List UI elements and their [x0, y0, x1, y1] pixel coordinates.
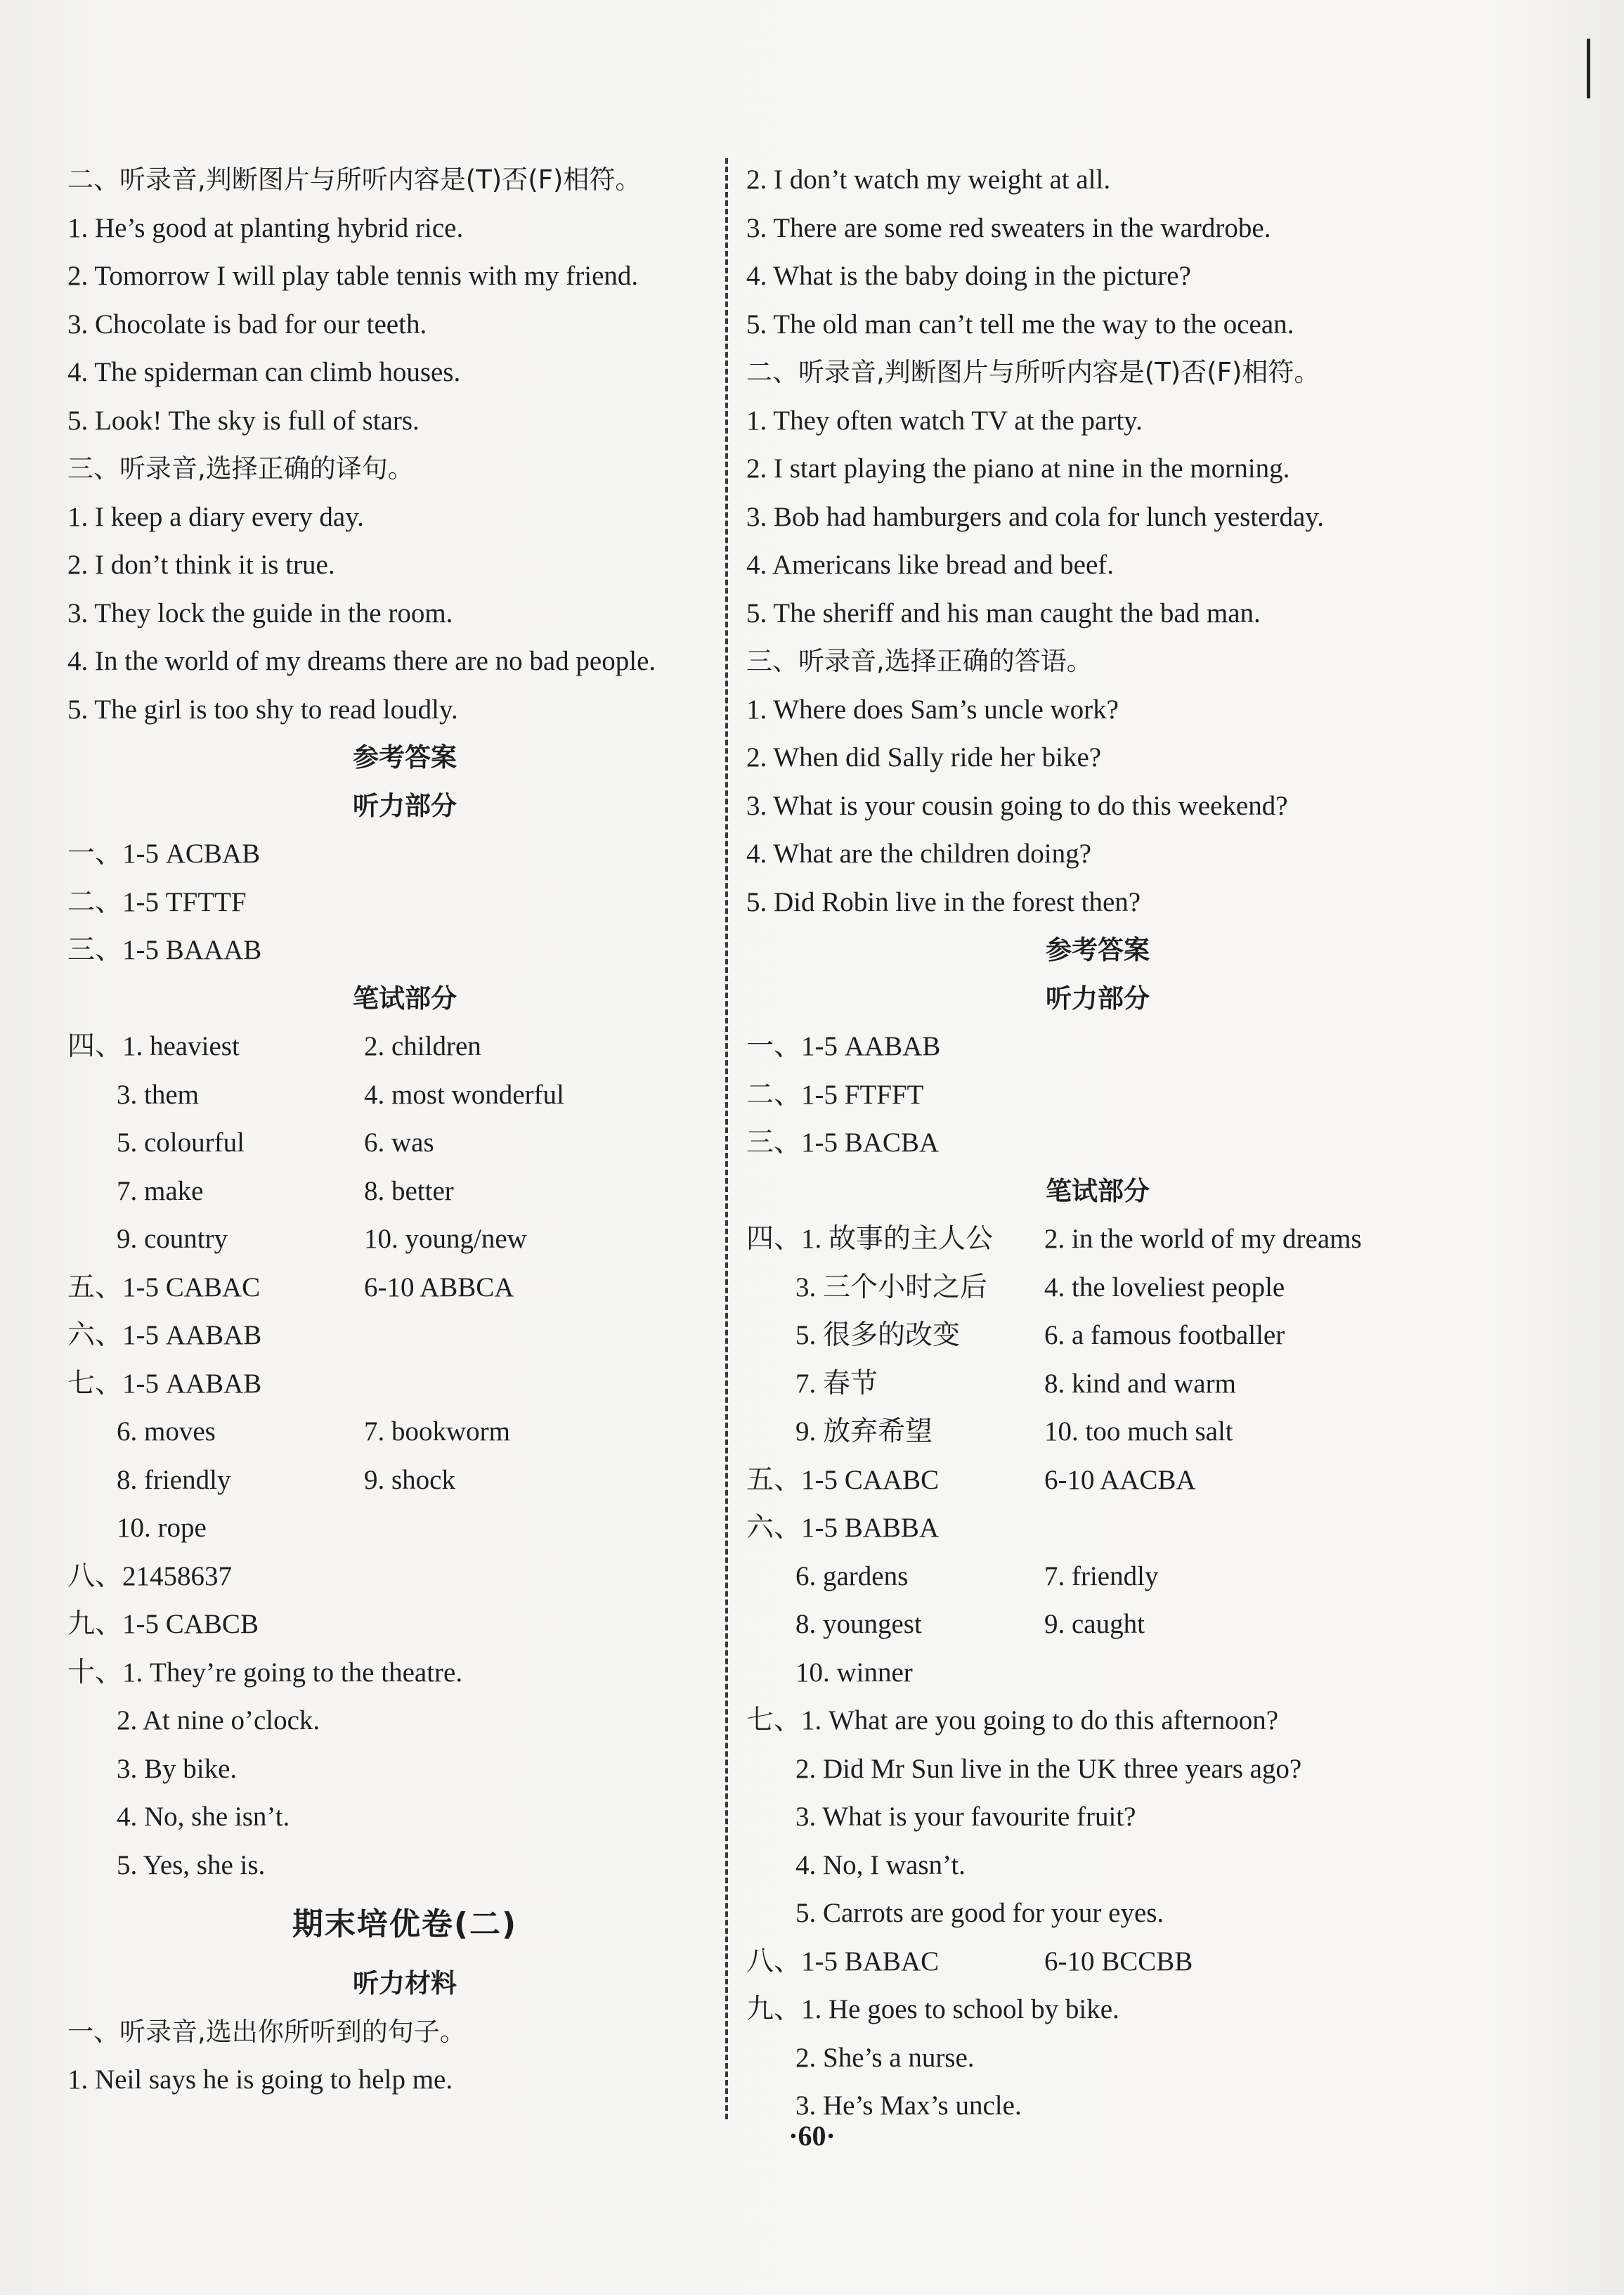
left-line-second-text: 10. young/new: [364, 1224, 527, 1254]
left-line-text: 8. friendly: [117, 1464, 231, 1495]
left-line: [67, 1071, 742, 1120]
left-line: [67, 830, 742, 879]
left-line-second-text: 7. bookworm: [364, 1416, 510, 1447]
left-line: [67, 445, 742, 493]
left-line: [67, 1649, 742, 1698]
right-line-text: 3. What is your cousin going to do this weekend?: [746, 790, 1288, 821]
right-line-second-text: 7. friendly: [1044, 1560, 1159, 1591]
right-line: [746, 1842, 1449, 1890]
right-line-text: 3. He’s Max’s uncle.: [795, 2090, 1022, 2121]
left-line: [67, 1168, 742, 1216]
right-line: [746, 1360, 1449, 1409]
right-line: [746, 590, 1449, 638]
right-line: [746, 1312, 1449, 1360]
left-line-text: 笔试部分: [353, 983, 457, 1014]
right-line-text: 5. Carrots are good for your eyes.: [795, 1898, 1164, 1928]
left-line-text: 2. At nine o’clock.: [117, 1705, 320, 1735]
right-line: [746, 1456, 1449, 1505]
left-line: [67, 1960, 742, 2008]
left-line-text: 九、1-5 CABCB: [67, 1609, 259, 1639]
left-line: [67, 1408, 742, 1456]
right-line-text: 3. 三个小时之后: [795, 1272, 988, 1302]
edge-mark: [1587, 39, 1590, 98]
right-line: [746, 1793, 1449, 1842]
right-line-text: 六、1-5 BABBA: [746, 1513, 940, 1543]
left-line-second-text: 4. most wonderful: [364, 1079, 564, 1110]
left-line-text: 二、1-5 TFTTF: [67, 886, 247, 917]
left-line: [67, 1697, 742, 1745]
right-line: [746, 686, 1449, 735]
right-line-second-text: 10. too much salt: [1044, 1416, 1233, 1447]
left-line-text: 三、听录音,选择正确的译句。: [67, 453, 414, 484]
right-line-text: 三、听录音,选择正确的答语。: [746, 646, 1093, 676]
left-line-text: 二、听录音,判断图片与所听内容是(T)否(F)相符。: [67, 164, 642, 195]
left-line-text: 三、1-5 BAAAB: [67, 935, 262, 965]
left-line-text: 3. They lock the guide in the room.: [67, 597, 453, 628]
left-line: [67, 782, 742, 831]
right-line: [746, 1938, 1449, 1986]
left-line: [67, 1264, 742, 1312]
right-line: [746, 1889, 1449, 1938]
right-line-second-text: 9. caught: [1044, 1609, 1145, 1639]
left-line: [67, 2056, 742, 2105]
right-line: [746, 493, 1449, 542]
left-line: [67, 252, 742, 301]
right-line: [746, 1745, 1449, 1794]
left-line-text: 2. Tomorrow I will play table tennis with my friend.: [67, 261, 639, 291]
left-line: [67, 156, 742, 205]
right-line-text: 一、1-5 AABAB: [746, 1031, 941, 1061]
left-line-text: 3. Chocolate is bad for our teeth.: [67, 309, 427, 340]
right-line-text: 2. I don’t watch my weight at all.: [746, 164, 1111, 195]
left-line-text: 4. The spiderman can climb houses.: [67, 357, 461, 387]
right-line: [746, 349, 1449, 397]
left-line: [67, 205, 742, 253]
left-line: [67, 1023, 742, 1071]
left-line: [67, 1889, 742, 1960]
left-line-text: 5. colourful: [117, 1127, 245, 1158]
right-line-text: 4. No, I wasn’t.: [795, 1849, 966, 1880]
right-line: [746, 1023, 1449, 1071]
left-line-text: 4. In the world of my dreams there are no bad people.: [67, 646, 656, 676]
right-line-second-text: 2. in the world of my dreams: [1044, 1224, 1362, 1254]
left-line-second-text: 6-10 ABBCA: [364, 1272, 514, 1302]
left-line-text: 5. Yes, she is.: [117, 1849, 266, 1880]
left-line-text: 4. No, she isn’t.: [117, 1802, 290, 1832]
right-line: [746, 638, 1449, 686]
right-line-text: 二、听录音,判断图片与所听内容是(T)否(F)相符。: [746, 357, 1320, 387]
right-line-text: 5. 很多的改变: [795, 1320, 961, 1350]
left-line: [67, 734, 742, 782]
right-line: [746, 1264, 1449, 1312]
left-column: [67, 156, 742, 2105]
right-line-text: 五、1-5 CAABC: [746, 1464, 940, 1495]
left-line-text: 1. Neil says he is going to help me.: [67, 2064, 453, 2095]
right-column: [746, 156, 1449, 2131]
left-line: [67, 1215, 742, 1264]
right-line: [746, 1215, 1449, 1264]
column-divider: [725, 158, 728, 2119]
left-line: [67, 2008, 742, 2057]
right-line: [746, 1553, 1449, 1601]
right-line: [746, 1601, 1449, 1649]
right-line: [746, 734, 1449, 782]
left-line-text: 1. He’s good at planting hybrid rice.: [67, 212, 464, 243]
right-line-text: 8. youngest: [795, 1609, 922, 1639]
right-line-text: 笔试部分: [1046, 1175, 1150, 1206]
left-line-text: 一、听录音,选出你所听到的句子。: [67, 2016, 466, 2047]
right-line-text: 九、1. He goes to school by bike.: [746, 1994, 1119, 2024]
right-line-second-text: 4. the loveliest people: [1044, 1272, 1285, 1302]
left-line: [67, 879, 742, 927]
left-line-text: 十、1. They’re going to the theatre.: [67, 1657, 463, 1688]
right-line: [746, 782, 1449, 831]
left-line: [67, 1312, 742, 1360]
right-line-text: 3. Bob had hamburgers and cola for lunch yesterday.: [746, 501, 1325, 532]
right-line-text: 1. Where does Sam’s uncle work?: [746, 694, 1119, 725]
right-line: [746, 1119, 1449, 1168]
right-line: [746, 926, 1449, 975]
left-line-text: 期末培优卷(二): [292, 1906, 518, 1942]
left-line: [67, 686, 742, 735]
left-line-second-text: 9. shock: [364, 1464, 455, 1495]
left-line: [67, 1119, 742, 1168]
right-line: [746, 445, 1449, 493]
right-line-text: 四、1. 故事的主人公: [746, 1224, 994, 1254]
right-line-second-text: 8. kind and warm: [1044, 1368, 1236, 1399]
left-line-text: 四、1. heaviest: [67, 1031, 240, 1061]
left-line-text: 八、21458637: [67, 1560, 233, 1591]
right-line: [746, 1408, 1449, 1456]
right-line: [746, 1168, 1449, 1216]
right-line-text: 7. 春节: [795, 1368, 878, 1399]
right-line-second-text: 6-10 BCCBB: [1044, 1946, 1193, 1977]
left-line-text: 听力材料: [353, 1968, 457, 1998]
right-line: [746, 975, 1449, 1023]
left-line: [67, 1553, 742, 1601]
right-line-text: 10. winner: [795, 1657, 913, 1688]
left-line: [67, 1745, 742, 1794]
left-line: [67, 975, 742, 1023]
right-line-text: 9. 放弃希望: [795, 1416, 933, 1447]
right-line-text: 2. When did Sally ride her bike?: [746, 742, 1102, 772]
right-line: [746, 1986, 1449, 2034]
right-line-text: 听力部分: [1046, 983, 1150, 1014]
left-line: [67, 541, 742, 590]
right-line-text: 6. gardens: [795, 1560, 909, 1591]
right-line-text: 2. She’s a nurse.: [795, 2042, 975, 2073]
right-line: [746, 1697, 1449, 1745]
left-line-text: 2. I don’t think it is true.: [67, 550, 335, 580]
left-line: [67, 1456, 742, 1505]
left-line-second-text: 6. was: [364, 1127, 434, 1158]
left-line: [67, 1504, 742, 1553]
right-line-text: 5. The old man can’t tell me the way to the ocean.: [746, 309, 1294, 340]
right-line: [746, 156, 1449, 205]
right-line-text: 1. They often watch TV at the party.: [746, 405, 1143, 436]
left-line-text: 六、1-5 AABAB: [67, 1320, 262, 1350]
left-line-text: 1. I keep a diary every day.: [67, 501, 364, 532]
left-line-text: 5. Look! The sky is full of stars.: [67, 405, 420, 436]
right-line-text: 5. The sheriff and his man caught the bad man.: [746, 597, 1261, 628]
right-line-text: 3. There are some red sweaters in the wardrobe.: [746, 212, 1271, 243]
right-line-text: 参考答案: [1046, 935, 1150, 965]
left-line-text: 一、1-5 ACBAB: [67, 839, 261, 869]
left-line-text: 6. moves: [117, 1416, 216, 1447]
right-line-text: 4. What are the children doing?: [746, 839, 1091, 869]
left-line-text: 5. The girl is too shy to read loudly.: [67, 694, 458, 725]
left-line-text: 3. them: [117, 1079, 199, 1110]
right-line-text: 5. Did Robin live in the forest then?: [746, 886, 1141, 917]
right-line: [746, 252, 1449, 301]
left-line-text: 参考答案: [353, 742, 457, 772]
left-line-text: 3. By bike.: [117, 1753, 238, 1784]
left-line-text: 9. country: [117, 1224, 228, 1254]
right-line: [746, 879, 1449, 927]
left-line: [67, 638, 742, 686]
left-line: [67, 926, 742, 975]
left-line: [67, 349, 742, 397]
right-line-text: 八、1-5 BABAC: [746, 1946, 940, 1977]
right-line-text: 2. Did Mr Sun live in the UK three years ago?: [795, 1753, 1302, 1784]
left-line-text: 七、1-5 AABAB: [67, 1368, 262, 1399]
right-line: [746, 397, 1449, 446]
left-line-second-text: 8. better: [364, 1175, 454, 1206]
right-line-text: 二、1-5 FTFFT: [746, 1079, 924, 1110]
page-number: ·60·: [788, 2120, 836, 2152]
left-line: [67, 397, 742, 446]
left-line-text: 听力部分: [353, 790, 457, 821]
right-line-second-text: 6. a famous footballer: [1044, 1320, 1285, 1350]
right-line-text: 2. I start playing the piano at nine in the morning.: [746, 453, 1290, 484]
right-line-text: 七、1. What are you going to do this afternoon?: [746, 1705, 1279, 1735]
right-line-text: 4. Americans like bread and beef.: [746, 550, 1115, 580]
left-line: [67, 1793, 742, 1842]
right-line: [746, 205, 1449, 253]
right-line-text: 3. What is your favourite fruit?: [795, 1802, 1136, 1832]
left-line-text: 五、1-5 CABAC: [67, 1272, 261, 1302]
left-line-text: 7. make: [117, 1175, 204, 1206]
left-line: [67, 1601, 742, 1649]
right-line: [746, 830, 1449, 879]
left-line-second-text: 2. children: [364, 1031, 481, 1061]
left-line-text: 10. rope: [117, 1513, 207, 1543]
left-line: [67, 590, 742, 638]
right-line: [746, 1504, 1449, 1553]
right-line: [746, 2034, 1449, 2083]
right-line: [746, 541, 1449, 590]
right-line: [746, 1071, 1449, 1120]
left-line: [67, 493, 742, 542]
right-line-text: 4. What is the baby doing in the picture?: [746, 261, 1191, 291]
right-line-second-text: 6-10 AACBA: [1044, 1464, 1196, 1495]
right-line-text: 三、1-5 BACBA: [746, 1127, 940, 1158]
right-line: [746, 301, 1449, 349]
left-line: [67, 1360, 742, 1409]
left-line: [67, 301, 742, 349]
left-line: [67, 1842, 742, 1890]
right-line: [746, 1649, 1449, 1698]
